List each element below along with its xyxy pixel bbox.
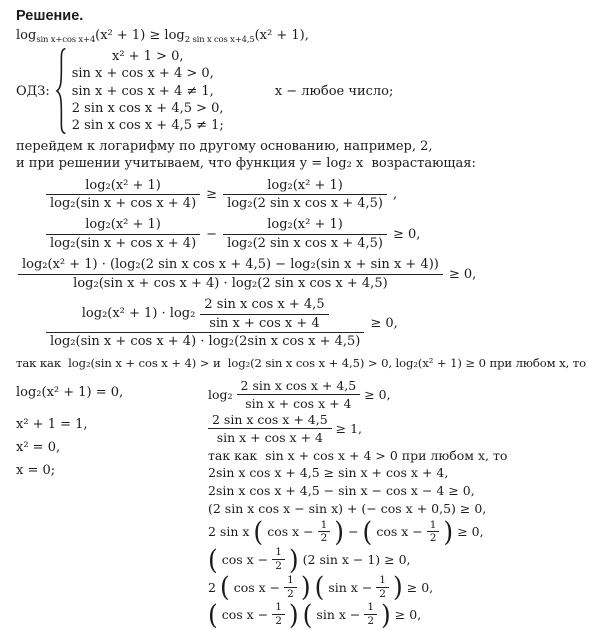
close-paren: ) bbox=[300, 570, 311, 603]
denominator: 2 bbox=[275, 615, 282, 628]
numerator: 1 bbox=[427, 519, 440, 533]
coefficient: 2 bbox=[208, 579, 216, 595]
equation-line: (2 sin x cos x − sin x) + (− cos x + 0,5) ≥ 0, bbox=[208, 500, 487, 516]
term: cos x − bbox=[376, 524, 423, 540]
factored-step-1 bbox=[208, 515, 586, 548]
close-paren: ) bbox=[443, 515, 454, 548]
odz-note: x − любое число; bbox=[274, 83, 394, 99]
term: 2 sin x bbox=[208, 524, 250, 540]
one-half-fraction bbox=[272, 546, 285, 573]
open-paren: ( bbox=[219, 570, 230, 603]
close-paren: ) bbox=[288, 598, 299, 630]
log-subscript-base-1: sin x+cos x+4 bbox=[36, 35, 96, 45]
fraction bbox=[223, 178, 387, 213]
argument-1: (x² + 1) ≥ log bbox=[95, 28, 185, 43]
numerator: 2 sin x cos x + 4,5 bbox=[237, 378, 361, 395]
argument-2: (x² + 1), bbox=[254, 28, 309, 43]
numerator: log₂(x² + 1) bbox=[46, 178, 200, 196]
denominator: log₂(sin x + cos x + 4) · log₂(2sin x cos x + 4,5) bbox=[50, 334, 361, 350]
equation-line: x² = 0, bbox=[16, 439, 61, 455]
one-half-fraction bbox=[272, 601, 285, 628]
denominator: 2 bbox=[429, 532, 437, 545]
line-tail: ≥ 0, bbox=[448, 266, 477, 282]
numerator: 1 bbox=[318, 519, 331, 533]
factored-step-4 bbox=[208, 598, 586, 630]
numerator: 1 bbox=[376, 574, 389, 588]
inequality-step-4 bbox=[46, 297, 586, 351]
odz-conditions bbox=[72, 48, 224, 134]
right-column bbox=[208, 377, 586, 629]
log-base-expr: log bbox=[16, 28, 37, 43]
line-tail: (2 sin x − 1) ≥ 0, bbox=[302, 551, 411, 567]
system-brace-icon bbox=[55, 47, 67, 135]
fraction bbox=[208, 412, 332, 446]
fraction bbox=[46, 178, 200, 213]
paragraph-change-base: перейдем к логарифму по другому основанию, например, 2, bbox=[16, 139, 433, 155]
one-half-fraction bbox=[284, 574, 297, 601]
fraction bbox=[18, 257, 443, 292]
line-tail: ≥ 0, bbox=[457, 524, 484, 540]
numerator: 1 bbox=[272, 601, 285, 615]
relation-sign: ≥ bbox=[206, 187, 218, 203]
odz-system bbox=[16, 47, 586, 135]
log-fraction-inequality bbox=[208, 378, 586, 412]
denominator: log₂(sin x + cos x + 4) bbox=[50, 236, 197, 252]
close-paren: ) bbox=[381, 598, 391, 630]
term: sin x − bbox=[328, 579, 373, 595]
denominator: 2 bbox=[367, 615, 375, 628]
denominator: sin x + cos x + 4 bbox=[209, 315, 320, 331]
denominator: log₂(sin x + cos x + 4) bbox=[50, 196, 197, 212]
denominator: log₂(2 sin x cos x + 4,5) bbox=[227, 236, 383, 252]
since-statement: так как log₂(sin x + cos x + 4) > и log₂(2 sin x cos x + 4,5) > 0, log₂(x² + 1) ≥ 0 при любом x, то bbox=[16, 356, 586, 371]
numerator: 2 sin x cos x + 4,5 bbox=[208, 412, 332, 429]
numerator: 1 bbox=[284, 574, 297, 588]
open-paren: ( bbox=[253, 515, 264, 548]
minus-sign: − bbox=[348, 524, 359, 540]
nested-fraction bbox=[200, 297, 328, 332]
open-paren: ( bbox=[208, 598, 218, 630]
fraction bbox=[237, 378, 361, 412]
one-half-fraction bbox=[318, 519, 331, 546]
two-column-section bbox=[16, 377, 586, 629]
equation-line: x = 0; bbox=[16, 463, 56, 479]
numerator bbox=[46, 297, 364, 334]
factored-step-3 bbox=[208, 570, 586, 603]
left-column bbox=[16, 377, 208, 486]
close-paren: ) bbox=[288, 543, 299, 576]
fraction bbox=[46, 217, 200, 252]
one-half-fraction bbox=[364, 601, 377, 628]
since-positive-statement: так как sin x + cos x + 4 > 0 при любом x, то bbox=[208, 447, 508, 463]
odz-label: ОДЗ: bbox=[16, 83, 50, 99]
fraction-inequality bbox=[208, 412, 586, 446]
open-paren: ( bbox=[362, 515, 373, 548]
numerator: log₂(x² + 1) bbox=[46, 217, 200, 235]
minus-sign: − bbox=[206, 227, 218, 243]
equation-line: log₂(x² + 1) = 0, bbox=[16, 384, 124, 400]
denominator: log₂(sin x + cos x + 4) · log₂(2 sin x cos x + 4,5) bbox=[73, 275, 388, 291]
solution-heading: Решение. bbox=[16, 8, 84, 24]
term: cos x − bbox=[267, 524, 314, 540]
equation-line: x² + 1 = 1, bbox=[16, 416, 88, 432]
close-paren: ) bbox=[334, 515, 345, 548]
term: cos x − bbox=[233, 579, 281, 595]
numerator: 2 sin x cos x + 4,5 bbox=[200, 297, 328, 315]
inequality-step-3 bbox=[18, 257, 586, 292]
inequality-step-1 bbox=[46, 178, 586, 213]
term: sin x − bbox=[316, 607, 361, 623]
fraction bbox=[46, 297, 364, 351]
term: cos x − bbox=[221, 551, 269, 567]
one-half-fraction bbox=[376, 574, 389, 601]
line-tail: ≥ 0, bbox=[370, 315, 398, 331]
line-tail: ≥ 0, bbox=[394, 607, 422, 623]
denominator: 2 bbox=[379, 587, 386, 600]
odz-condition: sin x + cos x + 4 ≠ 1, bbox=[71, 83, 214, 99]
open-paren: ( bbox=[314, 570, 325, 603]
numerator-prefix: log₂(x² + 1) · log₂ bbox=[81, 306, 196, 322]
denominator: sin x + cos x + 4 bbox=[216, 430, 323, 446]
denominator: 2 bbox=[320, 532, 328, 545]
line-tail: , bbox=[393, 187, 398, 203]
log-prefix: log₂ bbox=[208, 386, 233, 402]
denominator: 2 bbox=[275, 559, 282, 572]
numerator: log₂(x² + 1) bbox=[223, 178, 387, 196]
numerator: log₂(x² + 1) · (log₂(2 sin x cos x + 4,5) − log₂(sin x + sin x + 4)) bbox=[18, 257, 443, 275]
numerator: 1 bbox=[272, 546, 285, 560]
one-half-fraction bbox=[427, 519, 440, 546]
denominator: 2 bbox=[287, 587, 294, 600]
close-paren: ) bbox=[392, 570, 403, 603]
fraction bbox=[223, 217, 387, 252]
log-subscript-base-2: 2 sin x cos x+4,5 bbox=[184, 35, 255, 45]
numerator: log₂(x² + 1) bbox=[223, 217, 387, 235]
line-tail: ≥ 0, bbox=[393, 227, 421, 243]
denominator: log₂(2 sin x cos x + 4,5) bbox=[227, 196, 383, 212]
odz-condition: 2 sin x cos x + 4,5 > 0, bbox=[71, 100, 224, 116]
odz-condition: sin x + cos x + 4 > 0, bbox=[71, 66, 214, 82]
open-paren: ( bbox=[208, 543, 218, 576]
initial-inequality bbox=[16, 27, 586, 46]
inequality-step-2 bbox=[46, 217, 586, 252]
equation-line: 2sin x cos x + 4,5 − sin x − cos x − 4 ≥ 0, bbox=[208, 483, 475, 499]
factored-step-2 bbox=[208, 543, 586, 576]
open-paren: ( bbox=[302, 598, 313, 630]
line-tail: ≥ 0, bbox=[364, 386, 391, 402]
odz-condition: 2 sin x cos x + 4,5 ≠ 1; bbox=[71, 117, 224, 133]
line-tail: ≥ 0, bbox=[406, 579, 434, 595]
paragraph-monotonic: и при решении учитываем, что функция y = log₂ x возрастающая: bbox=[16, 156, 476, 172]
denominator: sin x + cos x + 4 bbox=[245, 395, 352, 411]
odz-condition: x² + 1 > 0, bbox=[111, 49, 184, 65]
numerator: 1 bbox=[364, 601, 377, 615]
equation-line: 2sin x cos x + 4,5 ≥ sin x + cos x + 4, bbox=[208, 465, 449, 481]
line-tail: ≥ 1, bbox=[335, 421, 363, 437]
term: cos x − bbox=[221, 607, 269, 623]
